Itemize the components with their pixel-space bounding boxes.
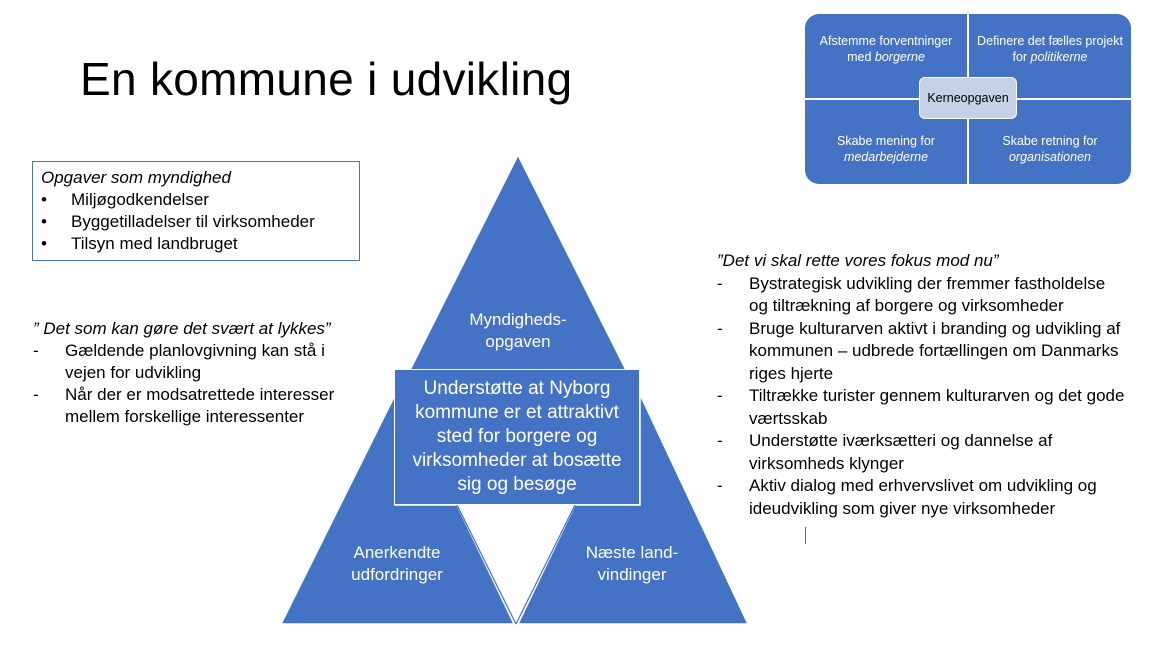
page-title: En kommune i udvikling — [80, 53, 573, 105]
list-item-text: Aktiv dialog med erhvervslivet om udvikling og ideudvikling som giver nye virksomheder — [749, 476, 1097, 518]
dash-icon: - — [717, 431, 723, 450]
pyramid-top-label — [448, 309, 588, 353]
list-item-text: Gældende planlovgivning kan stå i vejen for udvikling — [65, 341, 325, 382]
barriers-heading: ” Det som kan gøre det svært at lykkes” — [33, 319, 331, 338]
core-task-label: Kerneopgaven — [919, 77, 1017, 119]
pyramid-top-text: Myndigheds-opgaven — [469, 310, 567, 351]
dash-icon: - — [717, 476, 723, 495]
matrix-cell-text: Definere det fælles projekt for — [977, 34, 1123, 64]
matrix-cell-emphasis: medarbejderne — [843, 150, 929, 164]
matrix-cell-text: Skabe retning for — [1002, 134, 1098, 148]
matrix-cell-emphasis: organisationen — [1008, 150, 1091, 164]
dash-icon: - — [717, 273, 723, 293]
list-item-text: Bruge kulturarven aktivt i branding og udvikling af kommunen – udbrede fortællingen om Danmarks riges hjerte — [749, 318, 1121, 383]
authority-tasks-heading: Opgaver som myndighed — [41, 168, 231, 187]
dash-icon: - — [33, 385, 39, 404]
matrix-cell-emphasis: politikerne — [1030, 50, 1088, 64]
focus-heading: ”Det vi skal rette vores fokus mod nu” — [717, 251, 999, 270]
bullet-icon: • — [41, 190, 47, 209]
list-item-text: Bystrategisk udvikling der fremmer fastholdelse og tiltrækning af borgere og virksomheder — [749, 273, 1106, 315]
list-item-text: Når der er modsatrettede interesser mellem forskellige interessenter — [65, 385, 335, 426]
bullet-icon: • — [41, 234, 47, 253]
bullet-icon: • — [41, 212, 47, 231]
pyramid-bottom-left-label — [330, 542, 464, 586]
pyramid-center-box — [394, 369, 640, 505]
list-item-text: Miljøgodkendelser — [71, 190, 209, 209]
pyramid-bottom-left-text: Anerkendte udfordringer — [351, 543, 443, 584]
matrix-cell-text: Skabe mening for — [837, 134, 935, 148]
list-item-text: Understøtte iværksætteri og dannelse af virksomheds klynger — [749, 431, 1053, 473]
dash-icon: - — [717, 386, 723, 405]
dash-icon: - — [33, 341, 39, 360]
matrix-cell-text: Afstemme forventninger med — [819, 34, 953, 64]
dash-icon: - — [717, 318, 723, 338]
pyramid-bottom-right-text: Næste land-vindinger — [585, 543, 679, 584]
list-item-text: Tiltrække turister gennem kulturarven og det gode værtsskab — [749, 386, 1125, 428]
list-item-text: Byggetilladelser til virksomheder — [71, 212, 315, 231]
pyramid-center-text: Understøtte at Nyborg kommune er et attraktivt sted for borgere og virksomheder at bosætte sig og besøge — [412, 378, 622, 495]
matrix-cell-emphasis: borgerne — [874, 50, 925, 64]
pyramid-bottom-right-label — [567, 542, 697, 586]
list-item-text: Tilsyn med landbruget — [71, 234, 238, 253]
